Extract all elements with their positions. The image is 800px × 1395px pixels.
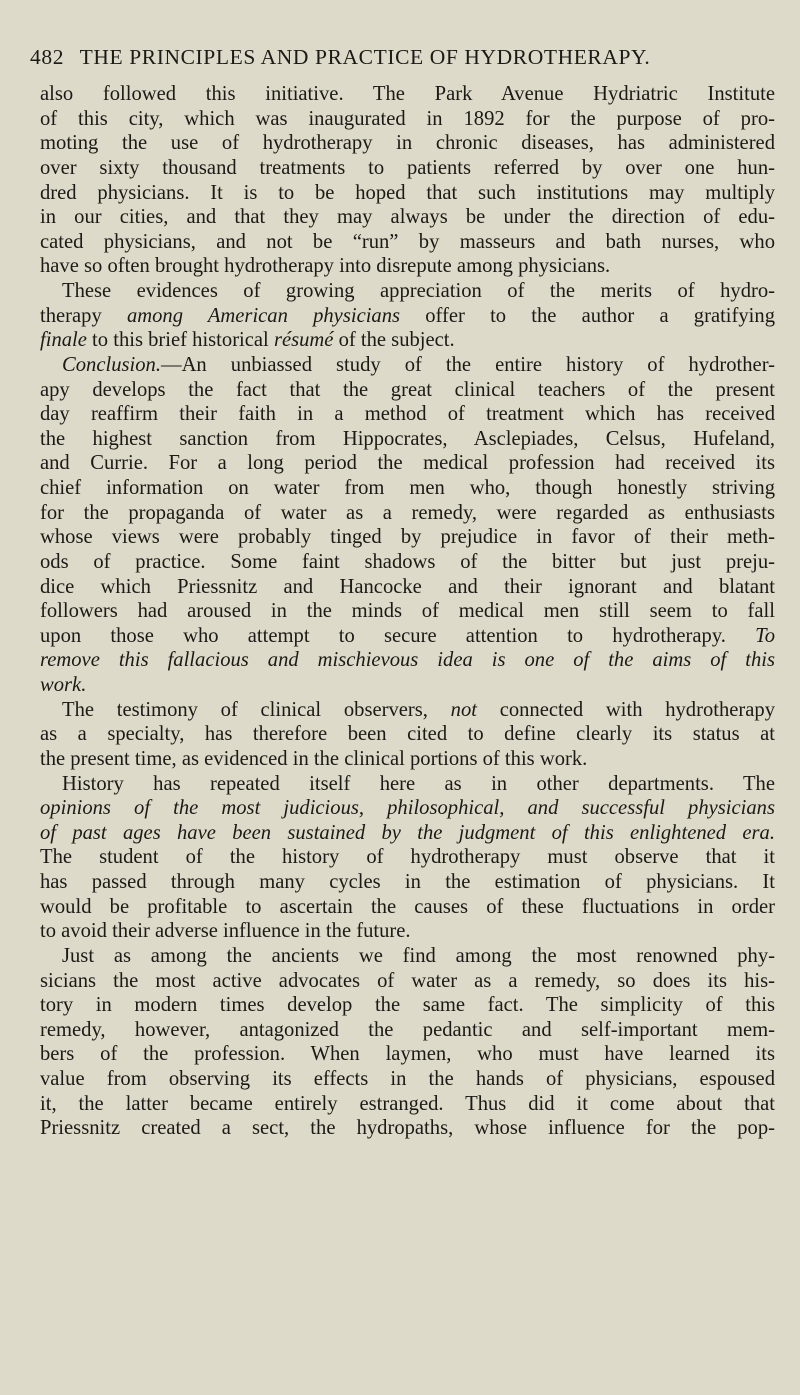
text-line: the present time, as evidenced in the clinical portions of this work. xyxy=(40,747,588,770)
text-line: for the propaganda of water as a remedy, were regarded as enthusiasts xyxy=(40,501,775,524)
text-line: bers of the profession. When laymen, who must have learned its xyxy=(40,1043,775,1066)
italic-word: finale xyxy=(40,329,87,352)
paragraph-conclusion xyxy=(40,353,775,698)
text-line: The testimony of clinical observers, not connected with hydrotherapy xyxy=(62,698,776,721)
text-line: have so often brought hydrotherapy into disrepute among physicians. xyxy=(40,255,611,278)
text-line: followers had aroused in the minds of medical men still seem to fall xyxy=(40,600,775,623)
page-number: 482 xyxy=(30,45,65,69)
text-line: ods of practice. Some faint shadows of the bitter but just preju- xyxy=(40,550,775,573)
italic-word: work. xyxy=(40,674,87,696)
paragraph-history xyxy=(40,772,775,944)
italic-phrase: of past ages have been sustained by the judgment of this enlightened era. xyxy=(40,821,775,844)
running-title: THE PRINCIPLES AND PRACTICE OF HYDROTHERAPY. xyxy=(79,45,651,69)
text-line xyxy=(40,648,775,673)
text-line: it, the latter became entirely estranged. Thus did it come about that xyxy=(40,1092,775,1115)
text-line: over sixty thousand treatments to patients referred by over one hun- xyxy=(40,156,775,179)
text-line: remedy, however, antagonized the pedantic and self-important mem- xyxy=(40,1018,775,1041)
italic-phrase: among American physicians xyxy=(126,304,401,327)
text-line: moting the use of hydrotherapy in chronic diseases, has administered xyxy=(40,132,775,155)
text-line: finale to this brief historical résumé of the subject. xyxy=(40,329,455,352)
text-line: and Currie. For a long period the medical profession had received its xyxy=(40,452,775,475)
text-line: These evidences of growing appreciation of the merits of hydro- xyxy=(62,280,775,302)
text-line: in our cities, and that they may always be under the direction of edu- xyxy=(40,206,775,229)
paragraph-ancients xyxy=(40,944,775,1141)
text-line xyxy=(40,796,775,821)
text-line: also followed this initiative. The Park Avenue Hydriatric Institute xyxy=(40,83,775,105)
text-line: has passed through many cycles in the estimation of physicians. It xyxy=(40,871,775,893)
text-line: Conclusion.—An unbiassed study of the entire history of hydrother- xyxy=(62,353,775,376)
text-line: dred physicians. It is to be hoped that such institutions may multiply xyxy=(40,181,775,204)
text-line: upon those who attempt to secure attention to hydrotherapy. To xyxy=(40,624,775,647)
paragraph-evidences xyxy=(40,279,775,353)
running-header xyxy=(30,44,770,70)
text-line: Just as among the ancients we find among the most renowned phy- xyxy=(62,944,775,967)
text-line: chief information on water from men who, though honestly striving xyxy=(40,477,775,499)
text-line: The student of the history of hydrotherapy must observe that it xyxy=(40,846,775,869)
text-line: tory in modern times develop the same fact. The simplicity of this xyxy=(40,994,775,1017)
text-line: the highest sanction from Hippocrates, Asclepiades, Celsus, Hufeland, xyxy=(40,427,775,450)
italic-phrase: opinions of the most judicious, philosophical, and successful physicians xyxy=(40,797,775,820)
text-line: of this city, which was inaugurated in 1892 for the purpose of pro- xyxy=(40,107,775,130)
text-line: to avoid their adverse influence in the future. xyxy=(40,920,411,943)
text-line: dice which Priessnitz and Hancocke and their ignorant and blatant xyxy=(40,575,775,598)
text-line: would be profitable to ascertain the causes of these fluctuations in order xyxy=(40,895,775,918)
text-line: therapy among American physicians offer to the author a gratifying xyxy=(40,304,775,327)
text-line: value from observing its effects in the hands of physicians, espoused xyxy=(40,1068,775,1090)
text-line xyxy=(40,673,775,698)
text-line: whose views were probably tinged by prejudice in favor of their meth- xyxy=(40,526,775,549)
body-text xyxy=(40,82,775,1141)
text-line xyxy=(40,821,775,846)
italic-word: To xyxy=(755,624,775,647)
text-line: sicians the most active advocates of water as a remedy, so does its his- xyxy=(40,969,775,992)
text-line: Priessnitz created a sect, the hydropaths, whose influence for the pop- xyxy=(40,1117,775,1140)
text-line: apy develops the fact that the great clinical teachers of the present xyxy=(40,378,775,401)
section-label: Conclusion. xyxy=(62,353,161,376)
text-line: cated physicians, and not be “run” by masseurs and bath nurses, who xyxy=(40,230,775,253)
paragraph-continuation xyxy=(40,82,775,279)
italic-phrase: remove this fallacious and mischievous idea is one of the aims of this xyxy=(40,649,775,672)
italic-word: not xyxy=(450,698,477,721)
text-line: as a specialty, has therefore been cited to define clearly its status at xyxy=(40,723,775,746)
paragraph-testimony xyxy=(40,698,775,772)
text-line: History has repeated itself here as in other departments. The xyxy=(62,772,775,795)
italic-word: résumé xyxy=(273,329,334,352)
text-line: day reaffirm their faith in a method of treatment which has received xyxy=(40,403,775,426)
